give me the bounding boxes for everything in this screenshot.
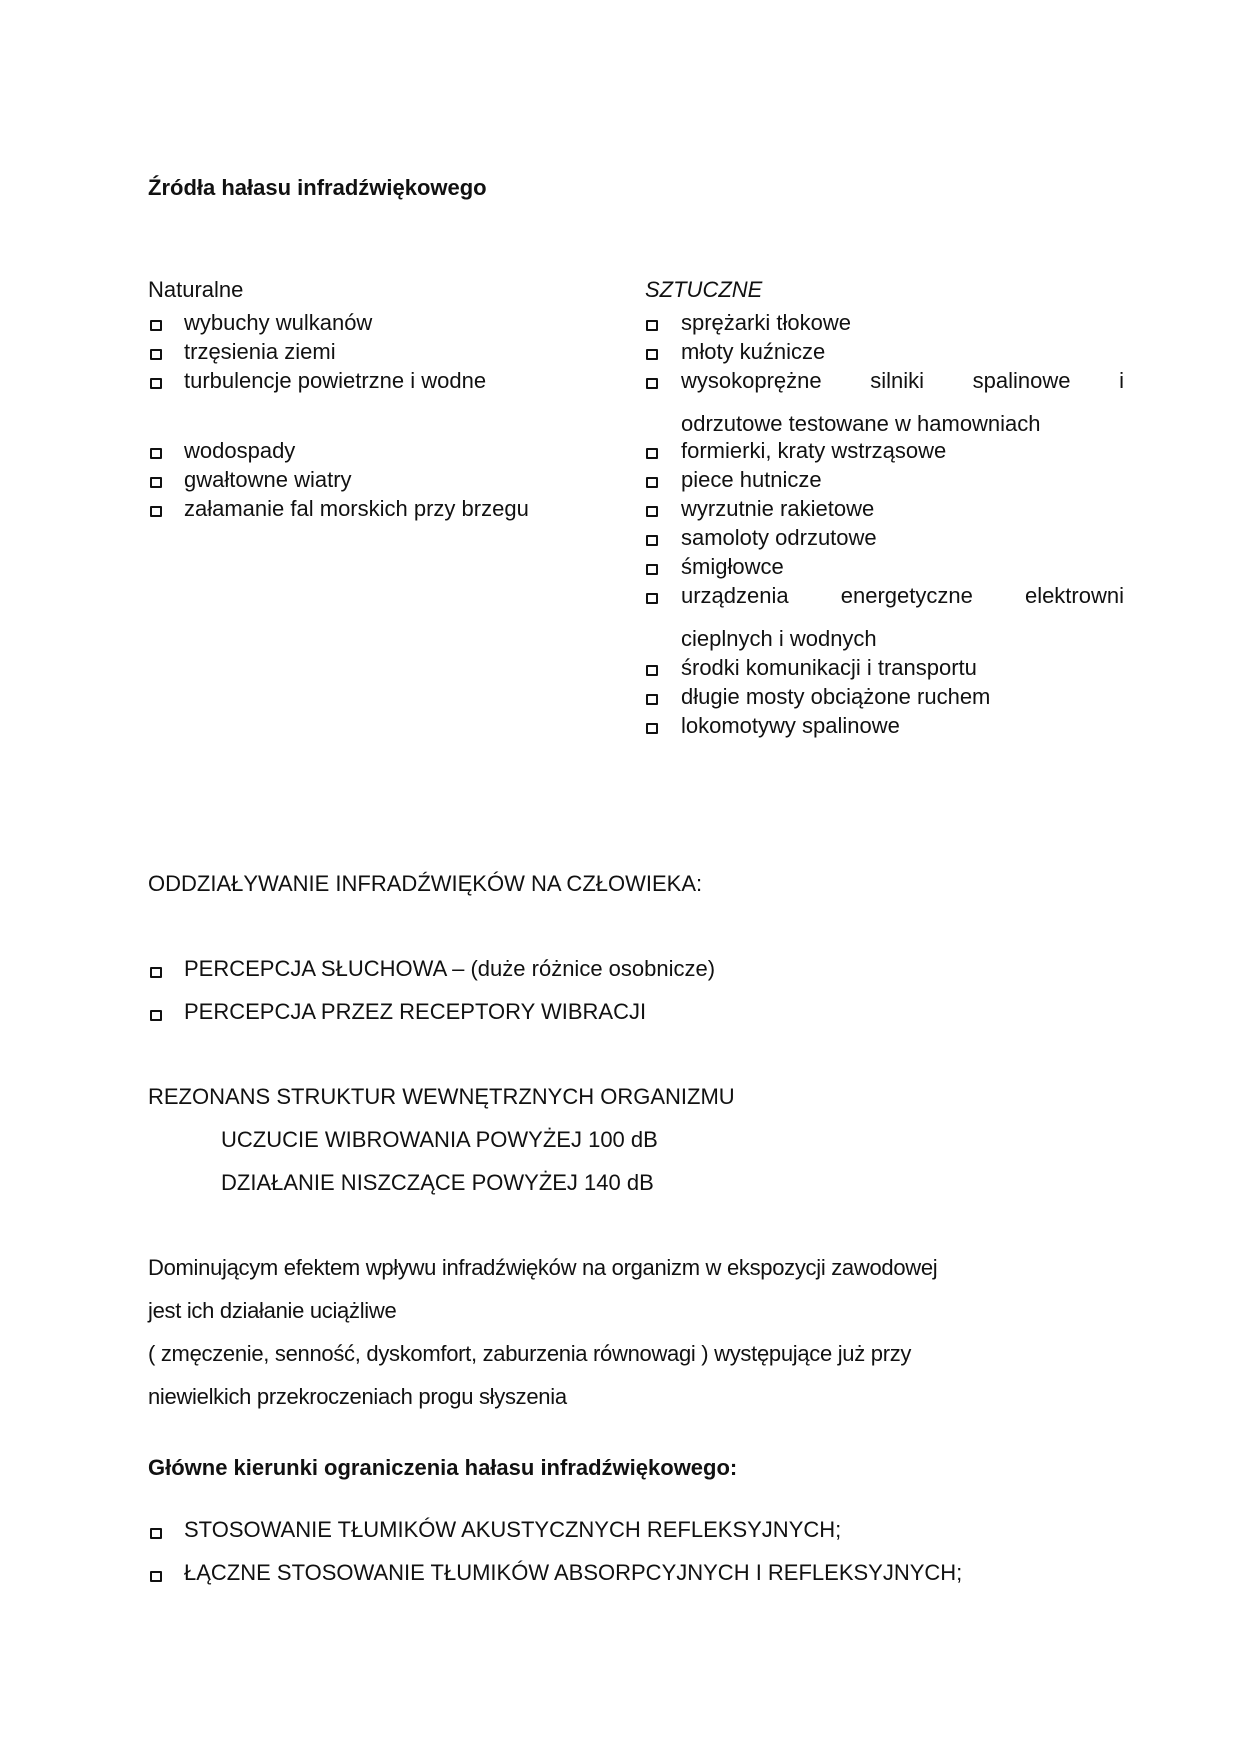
hollow-square-bullet-icon <box>150 1528 162 1539</box>
hollow-square-bullet-icon <box>646 535 658 546</box>
mitigation-heading: Główne kierunki ograniczenia hałasu infradźwiękowego: <box>148 1455 738 1480</box>
natural-heading: Naturalne <box>148 277 244 302</box>
hollow-square-bullet-icon <box>150 349 162 360</box>
impact-heading: ODDZIAŁYWANIE INFRADŹWIĘKÓW NA CZŁOWIEKA: <box>148 871 703 896</box>
hollow-square-bullet-icon <box>646 665 658 676</box>
hollow-square-bullet-icon <box>150 1571 162 1582</box>
hollow-square-bullet-icon <box>646 320 658 331</box>
hollow-square-bullet-icon <box>646 564 658 575</box>
hollow-square-bullet-icon <box>646 694 658 705</box>
hollow-square-bullet-icon <box>646 506 658 517</box>
resonance-line: UCZUCIE WIBROWANIA POWYŻEJ 100 dB <box>221 1127 658 1152</box>
hollow-square-bullet-icon <box>646 723 658 734</box>
resonance-heading: REZONANS STRUKTUR WEWNĘTRZNYCH ORGANIZMU <box>148 1084 735 1109</box>
hollow-square-bullet-icon <box>646 448 658 459</box>
hollow-square-bullet-icon <box>646 349 658 360</box>
document-page: Źródła hałasu infradźwiękowego Naturalne wybuchy wulkanów trzęsienia ziemi turbulencje powietrzne i wodne wodospady gwałtowne wiatry załamanie fal morskich przy brzegu SZTUCZNE sprężarki tłokowe młoty kuźnicze wysokoprężne silniki spalinowe i odrzutowe testowane w hamowniach formierki, kraty wstrząsowe piece hutnicze wyrzutnie rakietowe samoloty odrzutowe śmigłowce urządzenia energetyczne elektrowni cieplnych i wodnych środki komunikacji i transportu długie mosty obciążone ruchem lokomotywy spalinowe ODDZIAŁYWANIE INFRADŹWIĘKÓW NA CZŁOWIEKA: PERCEPCJA SŁUCHOWA – (duże różnice osobnicze) PERCEPCJA PRZEZ RECEPTORY WIBRACJI REZONANS STRUKTUR WEWNĘTRZNYCH ORGANIZMU UCZUCIE WIBROWANIA POWYŻEJ 100 dB DZIAŁANIE NISZCZĄCE POWYŻEJ 140 dB Dominującym efektem wpływu infradźwięków na organizm w ekspozycji zawodowej jest ich działanie uciążliwe ( zmęczenie, senność, dyskomfort, zaburzenia równowagi ) występujące już przy niewielkich przekroczeniach progu słyszenia Główne kierunki ograniczenia hałasu infradźwiękowego: STOSOWANIE TŁUMIKÓW AKUSTYCZNYCH REFLEKSYJNYCH; ŁĄCZNE STOSOWANIE TŁUMIKÓW ABSORPCYJNYCH I REFLEKSYJNYCH; <box>0 0 1240 1754</box>
artificial-heading: SZTUCZNE <box>645 277 763 302</box>
hollow-square-bullet-icon <box>646 477 658 488</box>
resonance-line: DZIAŁANIE NISZCZĄCE POWYŻEJ 140 dB <box>221 1170 654 1195</box>
hollow-square-bullet-icon <box>646 593 658 604</box>
hollow-square-bullet-icon <box>150 967 162 978</box>
hollow-square-bullet-icon <box>150 1010 162 1021</box>
document-title: Źródła hałasu infradźwiękowego <box>148 175 487 200</box>
hollow-square-bullet-icon <box>150 320 162 331</box>
hollow-square-bullet-icon <box>150 448 162 459</box>
hollow-square-bullet-icon <box>150 506 162 517</box>
hollow-square-bullet-icon <box>646 378 658 389</box>
hollow-square-bullet-icon <box>150 477 162 488</box>
hollow-square-bullet-icon <box>150 378 162 389</box>
